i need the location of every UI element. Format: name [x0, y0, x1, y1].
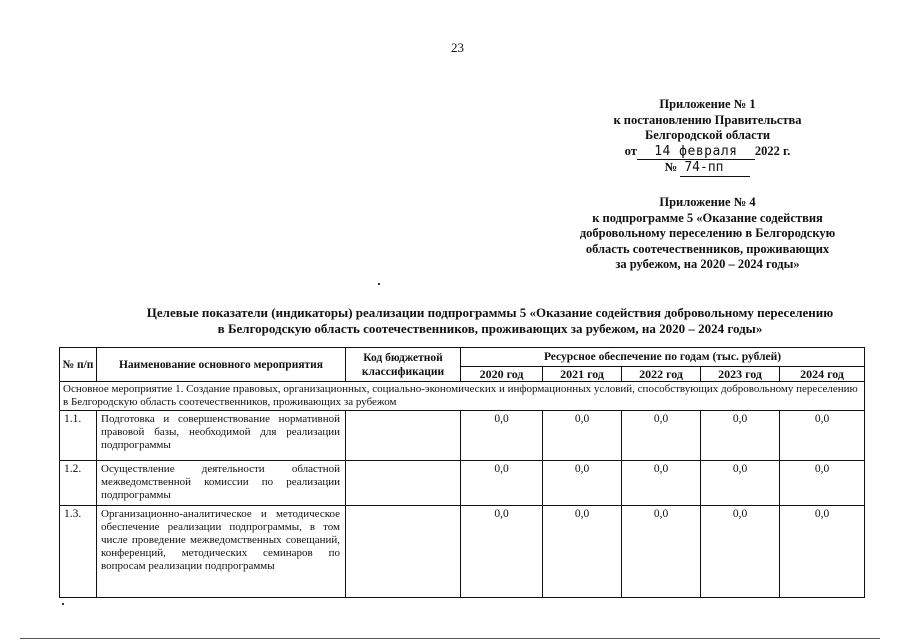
appendix-1-block — [575, 97, 840, 177]
row-name: Осуществление деятельности областной межведомственной комиссии по реализации подпрограммы — [97, 461, 346, 506]
row-value: 0,0 — [461, 506, 543, 598]
row-value: 0,0 — [780, 506, 865, 598]
date-prefix: от — [624, 143, 637, 158]
table-row — [60, 411, 865, 461]
row-value: 0,0 — [622, 461, 701, 506]
row-value: 0,0 — [543, 506, 622, 598]
appendix-4-line4: область соотечественников, проживающих — [585, 241, 830, 256]
header-name: Наименование основного мероприятия — [97, 348, 346, 382]
header-year: 2024 год — [780, 367, 865, 382]
date-handwritten: 14 февраля — [637, 144, 755, 161]
row-value: 0,0 — [622, 506, 701, 598]
row-value: 0,0 — [543, 461, 622, 506]
appendix-4-block — [555, 195, 860, 273]
row-code — [346, 461, 461, 506]
appendix-4-line3: добровольному переселению в Белгородскую — [579, 226, 836, 240]
table-row — [60, 506, 865, 598]
number-handwritten: 74-пп — [680, 160, 750, 177]
date-suffix: 2022 г. — [754, 143, 791, 158]
row-num: 1.1. — [60, 411, 97, 461]
row-value: 0,0 — [461, 411, 543, 461]
appendix-4-title: Приложение № 4 — [659, 195, 756, 209]
indicators-table — [59, 347, 865, 598]
header-year: 2021 год — [543, 367, 622, 382]
row-value: 0,0 — [701, 506, 780, 598]
table-row — [60, 461, 865, 506]
appendix-1-line3: Белгородской области — [644, 128, 771, 142]
appendix-1-title: Приложение № 1 — [659, 97, 756, 111]
row-num: 1.3. — [60, 506, 97, 598]
header-resources: Ресурсное обеспечение по годам (тыс. рублей) — [461, 348, 865, 367]
appendix-1-date — [575, 144, 840, 161]
main-event-row — [60, 382, 865, 411]
row-name: Подготовка и совершенствование нормативной правовой базы, необходимой для реализации подпрограммы — [97, 411, 346, 461]
row-value: 0,0 — [701, 461, 780, 506]
page-number: 23 — [451, 40, 464, 55]
document-title — [60, 305, 905, 337]
row-code — [346, 506, 461, 598]
row-value: 0,0 — [461, 461, 543, 506]
number-prefix: № — [664, 160, 678, 174]
row-value: 0,0 — [543, 411, 622, 461]
header-year: 2022 год — [622, 367, 701, 382]
header-num: № п/п — [60, 348, 97, 382]
title-line-1: Целевые показатели (индикаторы) реализации подпрограммы 5 «Оказание содействия добровольному переселению — [146, 305, 834, 320]
row-value: 0,0 — [780, 461, 865, 506]
row-value: 0,0 — [780, 411, 865, 461]
header-code: Код бюджетной классификации — [346, 348, 461, 382]
header-row — [60, 348, 865, 367]
title-line-2: в Белгородскую область соотечественников, проживающих за рубежом, на 2020 – 2024 годы» — [217, 321, 763, 336]
appendix-4-line5: за рубежом, на 2020 – 2024 годы» — [615, 257, 800, 271]
header-year: 2023 год — [701, 367, 780, 382]
row-name: Организационно-аналитическое и методическое обеспечение реализации подпрограммы, в том числе проведение межведомственных совещаний, конференций, методических семинаров по вопросам реализации подпрограммы — [97, 506, 346, 598]
scan-mark — [62, 603, 64, 605]
scan-edge-line — [20, 638, 880, 639]
appendix-1-number — [575, 160, 840, 177]
row-value: 0,0 — [622, 411, 701, 461]
appendix-4-line2: к подпрограмме 5 «Оказание содействия — [592, 210, 823, 225]
row-value: 0,0 — [701, 411, 780, 461]
scan-mark — [378, 283, 380, 285]
row-code — [346, 411, 461, 461]
main-event-text: Основное мероприятие 1. Создание правовых, организационных, социально-экономических и информационных условий, способствующих добровольному переселению в Белгородскую область соотечественников, проживающих за рубежом — [60, 382, 865, 411]
appendix-1-line2: к постановлению Правительства — [613, 112, 802, 127]
header-year: 2020 год — [461, 367, 543, 382]
row-num: 1.2. — [60, 461, 97, 506]
